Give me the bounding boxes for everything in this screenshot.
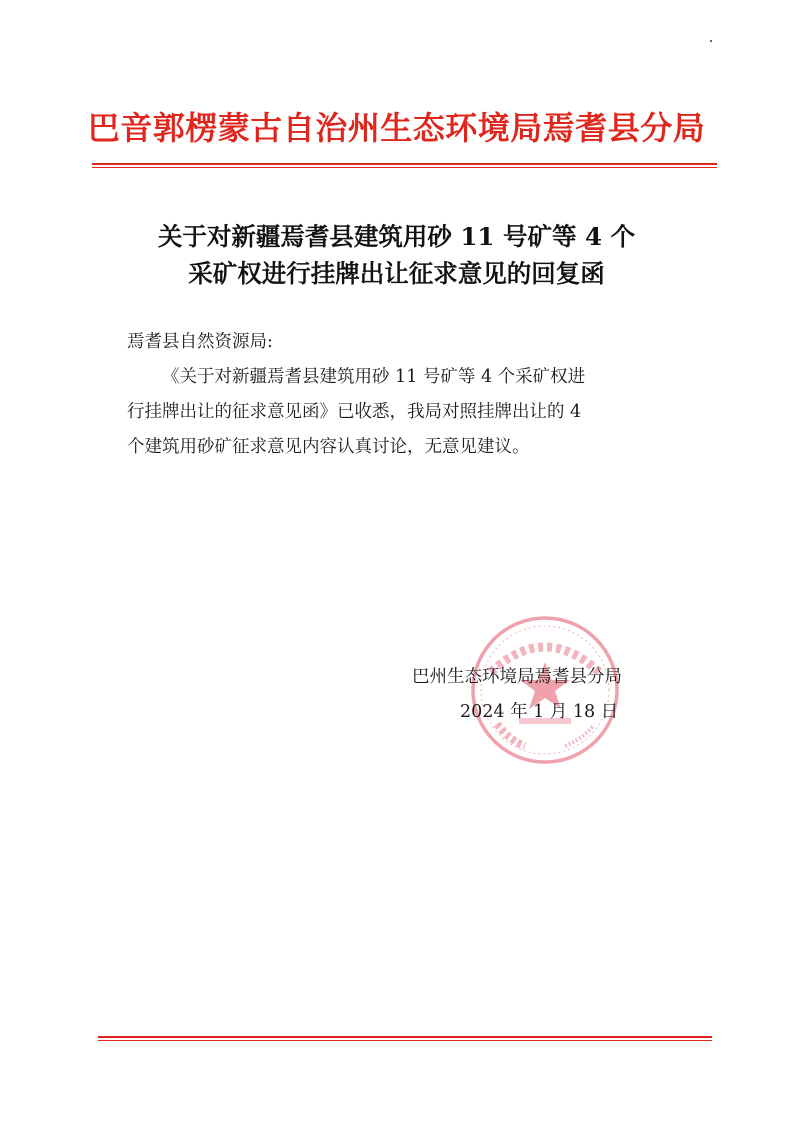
paragraph-line-1: 《关于对新疆焉耆县建筑用砂 11 号矿等 4 个采矿权进 (162, 367, 586, 387)
footer-divider (98, 1036, 712, 1041)
scan-speck (710, 40, 712, 42)
signature-block (412, 660, 622, 730)
title-line-2: 采矿权进行挂牌出让征求意见的回复函 (188, 259, 605, 288)
paragraph-line-2: 行挂牌出让的征求意见函》已收悉，我局对照挂牌出让的 4 (127, 402, 582, 422)
salutation: 焉耆县自然资源局: (127, 332, 273, 352)
title-line-1: 关于对新疆焉耆县建筑用砂 11 号矿等 4 个 (157, 222, 636, 251)
org-letterhead: 巴音郭楞蒙古自治州生态环境局焉耆县分局 (87, 109, 706, 147)
letter-body (127, 325, 687, 465)
signature-date: 2024 年 1 月 18 日 (460, 702, 619, 722)
letterhead-divider (92, 163, 717, 168)
document-title (110, 218, 683, 292)
signature-org: 巴州生态环境局焉耆县分局 (412, 667, 622, 687)
paragraph-line-3: 个建筑用砂矿征求意见内容认真讨论，无意见建议。 (127, 437, 530, 457)
